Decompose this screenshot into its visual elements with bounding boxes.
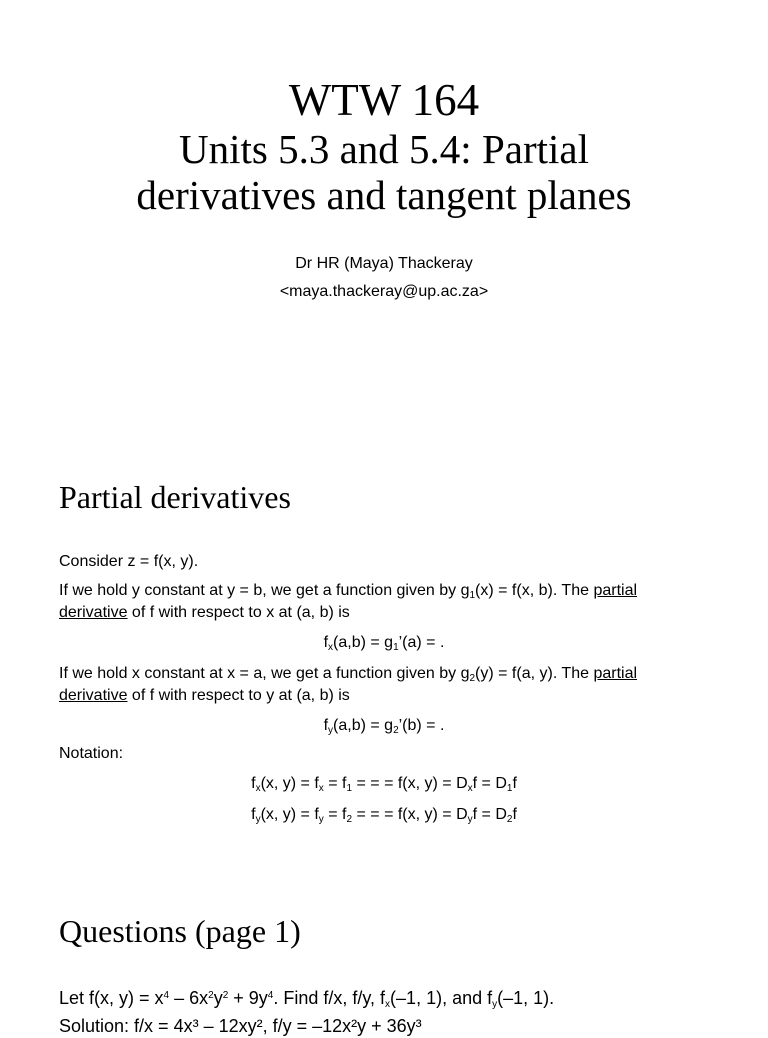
n-sub: 2 xyxy=(346,814,353,825)
n-text: = f xyxy=(323,775,347,792)
n-sub: 1 xyxy=(506,783,513,794)
q-sup: 2 xyxy=(208,990,214,1001)
q-text: (–1, 1). xyxy=(497,988,555,1008)
n-sub: y xyxy=(318,814,324,825)
n-text: f xyxy=(251,775,256,792)
q-text: y xyxy=(213,988,223,1008)
text: (y) = f(a, y). The xyxy=(475,665,594,682)
q-text: Let f(x, y) = x xyxy=(59,988,164,1008)
eq-sub: 2 xyxy=(393,725,399,736)
q-text: . Find f/x, f/y, f xyxy=(273,988,386,1008)
eq-text: (a,b) = g xyxy=(333,634,394,651)
n-sub: x xyxy=(467,783,473,794)
q-sup: 4 xyxy=(163,990,170,1001)
n-text: = f xyxy=(323,806,347,823)
n-text: f = D xyxy=(472,775,507,792)
text: If we hold x constant at x = a, we get a function given by g xyxy=(59,665,470,682)
n-sub: y xyxy=(467,814,473,825)
n-text: = = = f(x, y) = D xyxy=(352,775,468,792)
q-sup: 4 xyxy=(267,990,274,1001)
notation-line-y xyxy=(0,804,768,826)
subtitle-line-2: derivatives and tangent planes xyxy=(136,172,632,218)
text: of f with respect to x at (a, b) is xyxy=(127,604,350,621)
n-text: f xyxy=(512,806,517,823)
n-text: f xyxy=(512,775,517,792)
eq-text: ’(b) = . xyxy=(398,717,445,734)
subscript: 2 xyxy=(469,673,476,684)
term-partial: partial xyxy=(593,665,638,682)
subscript: 1 xyxy=(469,590,476,601)
n-sub: 2 xyxy=(506,814,513,825)
consider-line: Consider z = f(x, y). xyxy=(59,553,199,570)
eq-sub: x xyxy=(328,642,334,653)
subtitle-line-1: Units 5.3 and 5.4: Partial xyxy=(179,126,589,172)
eq-text: ’(a) = . xyxy=(398,634,445,651)
slide-subtitle xyxy=(0,126,768,218)
q-text: – 6x xyxy=(169,988,209,1008)
q-sub: x xyxy=(385,999,391,1010)
eq-text: f xyxy=(323,634,329,651)
author-email: <maya.thackeray@up.ac.za> xyxy=(279,283,489,300)
q-text: + 9y xyxy=(228,988,268,1008)
notation-label: Notation: xyxy=(59,745,124,762)
n-text: (x, y) = f xyxy=(260,775,319,792)
n-sub: y xyxy=(255,814,261,825)
q-text: (–1, 1), and f xyxy=(390,988,493,1008)
q-sub: y xyxy=(492,999,498,1010)
text: (x) = f(x, b). The xyxy=(475,582,594,599)
eq-sub: y xyxy=(328,725,334,736)
term-derivative: derivative xyxy=(59,687,128,704)
n-sub: x xyxy=(255,783,261,794)
term-derivative: derivative xyxy=(59,604,128,621)
text: of f with respect to y at (a, b) is xyxy=(127,687,350,704)
equation-fx xyxy=(0,632,768,654)
n-text: f xyxy=(251,806,256,823)
eq-sub: 1 xyxy=(393,642,399,653)
equation-fy xyxy=(0,715,768,737)
n-sub: 1 xyxy=(346,783,353,794)
course-title: WTW 164 xyxy=(288,75,480,125)
question-line xyxy=(59,986,759,1010)
text: If we hold y constant at y = b, we get a function given by g xyxy=(59,582,470,599)
q-sup: 2 xyxy=(222,990,229,1001)
notation-line-x xyxy=(0,773,768,795)
paragraph-x-partial xyxy=(59,580,709,624)
eq-text: (a,b) = g xyxy=(333,717,394,734)
section-heading-questions: Questions (page 1) xyxy=(59,913,301,949)
n-sub: x xyxy=(318,783,324,794)
eq-text: f xyxy=(323,717,329,734)
n-text: = = = f(x, y) = D xyxy=(352,806,468,823)
author-name: Dr HR (Maya) Thackeray xyxy=(295,255,473,272)
paragraph-y-partial xyxy=(59,663,709,707)
n-text: (x, y) = f xyxy=(260,806,319,823)
solution-line-cut-off: Solution: f/x = 4x³ – 12xy², f/y = –12x²y + 36y³ xyxy=(59,1016,422,1036)
section-heading-partial-derivatives: Partial derivatives xyxy=(59,479,291,515)
term-partial: partial xyxy=(593,582,638,599)
n-text: f = D xyxy=(472,806,507,823)
